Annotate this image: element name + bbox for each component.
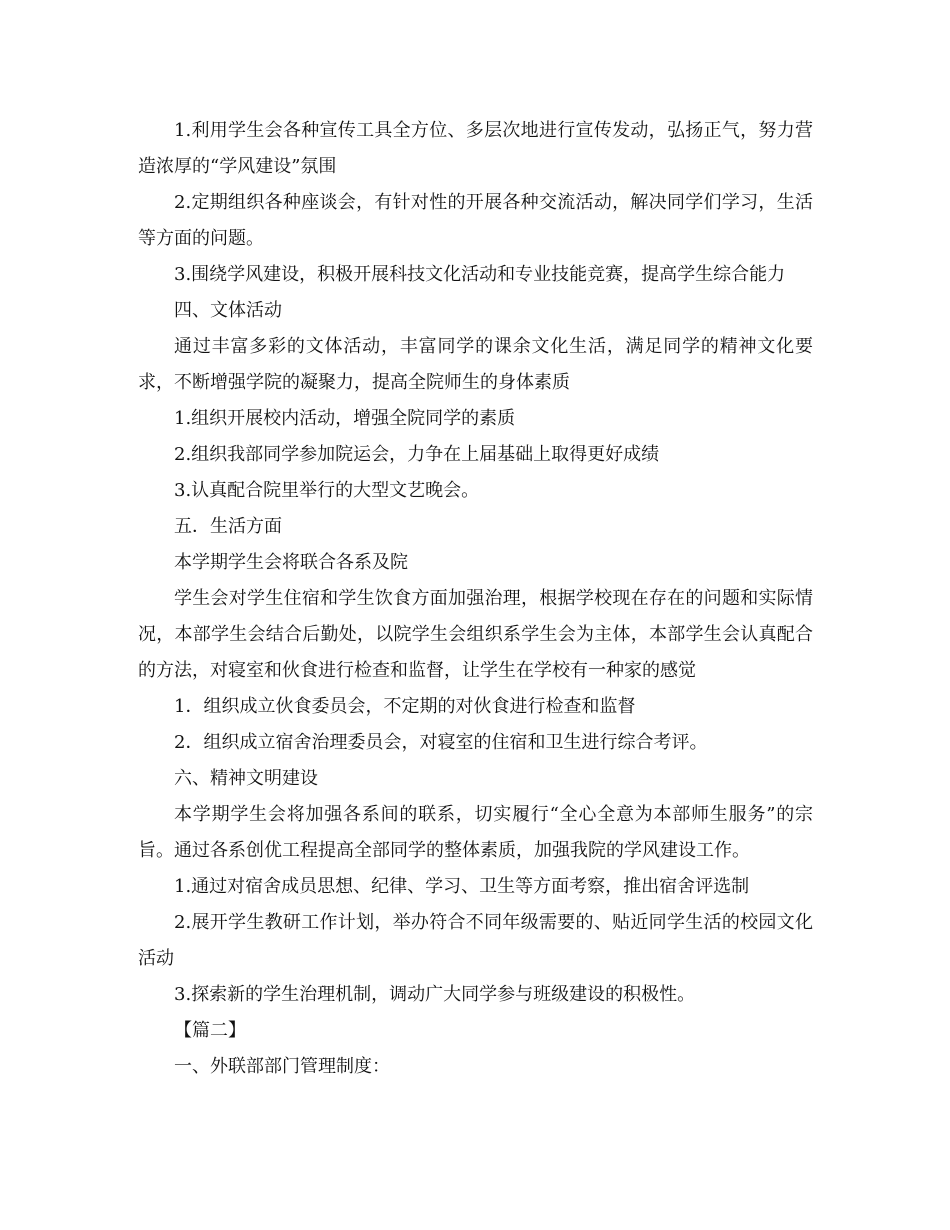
paragraph: 3.围绕学风建设，积极开展科技文化活动和专业技能竞赛，提高学生综合能力	[174, 264, 786, 285]
section-heading: 四、文体活动	[174, 300, 282, 321]
section-heading: 六、精神文明建设	[174, 768, 318, 789]
paragraph: 通过丰富多彩的文体活动，丰富同学的课余文化生活，满足同学的精神文化要求，不断增强学院的凝聚力，提高全院师生的身体素质	[138, 336, 813, 393]
paragraph: 1.组织开展校内活动，增强全院同学的素质	[174, 408, 516, 429]
paragraph: 2.定期组织各种座谈会，有针对性的开展各种交流活动，解决同学们学习，生活等方面的问题。	[138, 192, 813, 249]
section-heading: 一、外联部部门管理制度：	[174, 1056, 390, 1077]
paragraph: 3.探索新的学生治理机制，调动广大同学参与班级建设的积极性。	[174, 984, 696, 1005]
paragraph: 本学期学生会将联合各系及院	[174, 552, 408, 573]
section-heading: 五．生活方面	[174, 516, 282, 537]
paragraph: 2．组织成立宿舍治理委员会，对寝室的住宿和卫生进行综合考评。	[174, 732, 708, 753]
paragraph: 学生会对学生住宿和学生饮食方面加强治理，根据学校现在存在的问题和实际情况，本部学生会结合后勤处，以院学生会组织系学生会为主体，本部学生会认真配合的方法，对寝室和伙食进行检查和监督，让学生在学校有一种家的感觉	[138, 588, 813, 681]
paragraph: 2.组织我部同学参加院运会，力争在上届基础上取得更好成绩	[174, 444, 660, 465]
paragraph: 1.通过对宿舍成员思想、纪律、学习、卫生等方面考察，推出宿舍评选制	[174, 876, 750, 897]
part-heading: 【篇二】	[174, 1020, 246, 1041]
document-body	[138, 113, 813, 1085]
paragraph: 本学期学生会将加强各系间的联系，切实履行“全心全意为本部师生服务”的宗旨。通过各系创优工程提高全部同学的整体素质，加强我院的学风建设工作。	[138, 804, 813, 861]
paragraph: 1．组织成立伙食委员会，不定期的对伙食进行检查和监督	[174, 696, 636, 717]
paragraph: 1.利用学生会各种宣传工具全方位、多层次地进行宣传发动，弘扬正气，努力营造浓厚的“学风建设”氛围	[138, 120, 813, 177]
paragraph: 3.认真配合院里举行的大型文艺晚会。	[174, 480, 480, 501]
paragraph: 2.展开学生教研工作计划，举办符合不同年级需要的、贴近同学生活的校园文化活动	[138, 912, 813, 969]
